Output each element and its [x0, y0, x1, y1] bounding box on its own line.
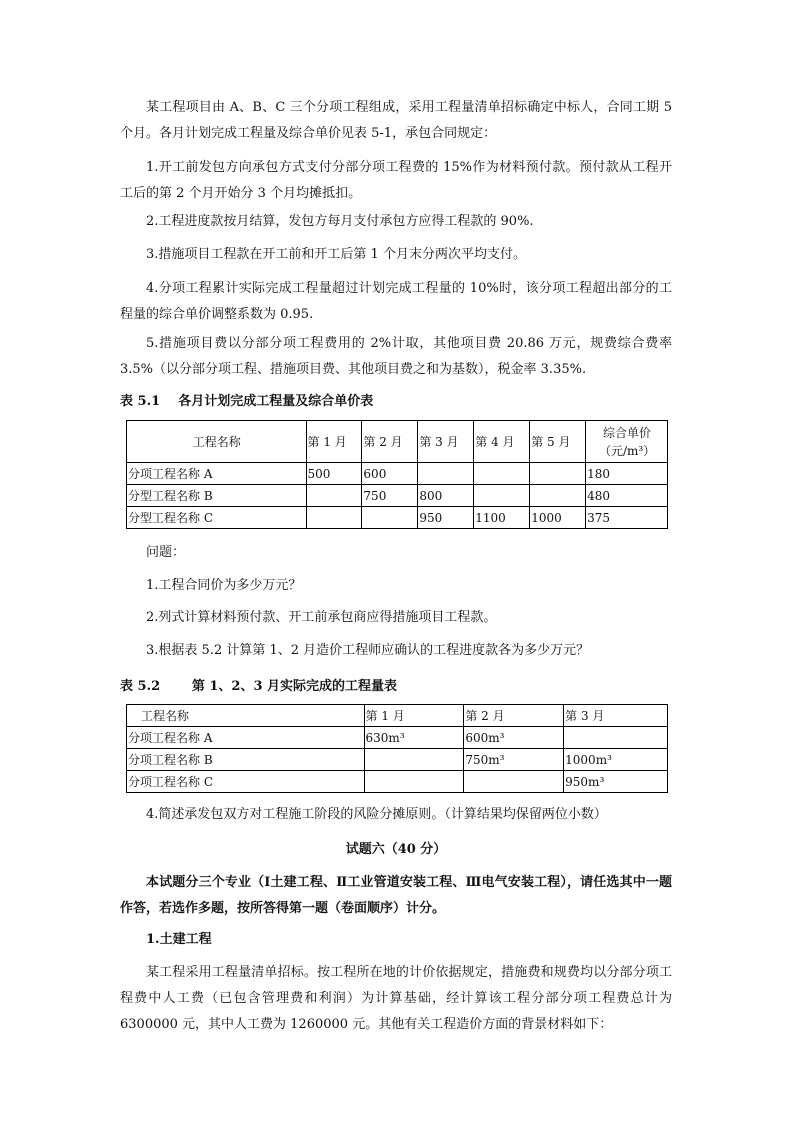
header-cell: 第 1 月: [306, 421, 362, 463]
table-cell: [364, 749, 464, 771]
table1-caption: 表 5.1 各月计划完成工程量及综合单价表: [120, 394, 374, 409]
header-cell: 工程名称: [127, 705, 365, 727]
table-cell: [306, 507, 362, 529]
header-cell: 第 2 月: [362, 421, 418, 463]
table-header-row: [127, 421, 668, 463]
table-cell: 分型工程名称 B: [127, 485, 307, 507]
table-cell: [564, 727, 668, 749]
actual-table: [126, 704, 668, 793]
unit-price-label: 综合单价: [603, 425, 652, 440]
table-cell: 分项工程名称 A: [127, 463, 307, 485]
table-cell: [474, 485, 530, 507]
subsection-title: 1.土建工程: [146, 932, 212, 947]
header-cell: 第 2 月: [464, 705, 564, 727]
table-cell: [362, 507, 418, 529]
rule-5: 5.措施项目费以分部分项工程费用的 2%计取，其他项目费 20.86 万元，规费综合费率 3.5%（以分部分项工程、措施项目费、其他项目费之和为基数），税金率 3.35%.: [120, 336, 672, 377]
table-cell: 500: [306, 463, 362, 485]
table-cell: 630m³: [364, 727, 464, 749]
table-cell: [418, 463, 474, 485]
unit-price-unit: （元/m³）: [598, 443, 656, 458]
table-cell: 950m³: [564, 771, 668, 793]
header-cell: 第 3 月: [418, 421, 474, 463]
table-cell: [364, 771, 464, 793]
table-row: [127, 749, 668, 771]
question-1: 1.工程合同价为多少万元？: [146, 578, 302, 593]
table-cell: [530, 463, 586, 485]
table-cell: 750m³: [464, 749, 564, 771]
table-cell: 分项工程名称 C: [127, 771, 365, 793]
question-4: 4.简述承发包双方对工程施工阶段的风险分摊原则。（计算结果均保留两位小数）: [146, 807, 607, 822]
rule-1: 1.开工前发包方向承包方式支付分部分项工程费的 15%作为材料预付款。预付款从工程开工后的第 2 个月开始分 3 个月均摊抵扣。: [120, 160, 672, 201]
table-cell: 375: [586, 507, 668, 529]
header-cell: 工程名称: [127, 421, 307, 463]
section-title: 试题六（40 分）: [345, 842, 447, 857]
table-cell: 分项工程名称 B: [127, 749, 365, 771]
rule-3: 3.措施项目工程款在开工前和开工后第 1 个月末分两次平均支付。: [146, 247, 526, 262]
table-cell: [530, 485, 586, 507]
table-cell: 1000: [530, 507, 586, 529]
table-cell: [474, 463, 530, 485]
table-row: [127, 463, 668, 485]
table-cell: 1100: [474, 507, 530, 529]
table-cell: 1000m³: [564, 749, 668, 771]
table-cell: 分项工程名称 A: [127, 727, 365, 749]
table2-caption: 表 5.2 第 1、2、3 月实际完成的工程量表: [120, 679, 398, 694]
header-cell-unit-price: [586, 421, 668, 463]
table-cell: [464, 771, 564, 793]
table-row: [127, 771, 668, 793]
table-row: [127, 727, 668, 749]
table-cell: 480: [586, 485, 668, 507]
header-cell: 第 4 月: [474, 421, 530, 463]
plan-table: [126, 420, 668, 529]
table-cell: 180: [586, 463, 668, 485]
table-header-row: [127, 705, 668, 727]
table-cell: [306, 485, 362, 507]
header-cell: 第 1 月: [364, 705, 464, 727]
questions-label: 问题：: [146, 545, 186, 560]
section-body: 某工程采用工程量清单招标。按工程所在地的计价依据规定，措施费和规费均以分部分项工程费中人工费（已包含管理费和利润）为计算基础，经计算该工程分部分项工程费总计为 6300000 元，其中人工费为 1260000 元。其他有关工程造价方面的背景材料如下：: [120, 965, 672, 1032]
intro-paragraph: 某工程项目由 A、B、C 三个分项工程组成，采用工程量清单招标确定中标人，合同工期 5 个月。各月计划完成工程量及综合单价见表 5-1，承包合同规定：: [120, 100, 672, 141]
table-cell: 600m³: [464, 727, 564, 749]
question-2: 2.列式计算材料预付款、开工前承包商应得措施项目工程款。: [146, 610, 497, 625]
table-cell: 750: [362, 485, 418, 507]
table-cell: 800: [418, 485, 474, 507]
table-cell: 950: [418, 507, 474, 529]
header-cell: 第 5 月: [530, 421, 586, 463]
rule-2: 2.工程进度款按月结算，发包方每月支付承包方应得工程款的 90%.: [146, 214, 534, 229]
table-cell: 600: [362, 463, 418, 485]
table-row: [127, 485, 668, 507]
header-cell: 第 3 月: [564, 705, 668, 727]
table-cell: 分型工程名称 C: [127, 507, 307, 529]
rule-4: 4.分项工程累计实际完成工程量超过计划完成工程量的 10%时，该分项工程超出部分的工程量的综合单价调整系数为 0.95.: [120, 281, 672, 322]
table-row: [127, 507, 668, 529]
section-instruction: 本试题分三个专业（Ⅰ土建工程、Ⅱ工业管道安装工程、Ⅲ电气安装工程），请任选其中一题作答，若选作多题，按所答得第一题（卷面顺序）计分。: [120, 875, 672, 916]
question-3: 3.根据表 5.2 计算第 1、2 月造价工程师应确认的工程进度款各为多少万元？: [146, 643, 590, 658]
